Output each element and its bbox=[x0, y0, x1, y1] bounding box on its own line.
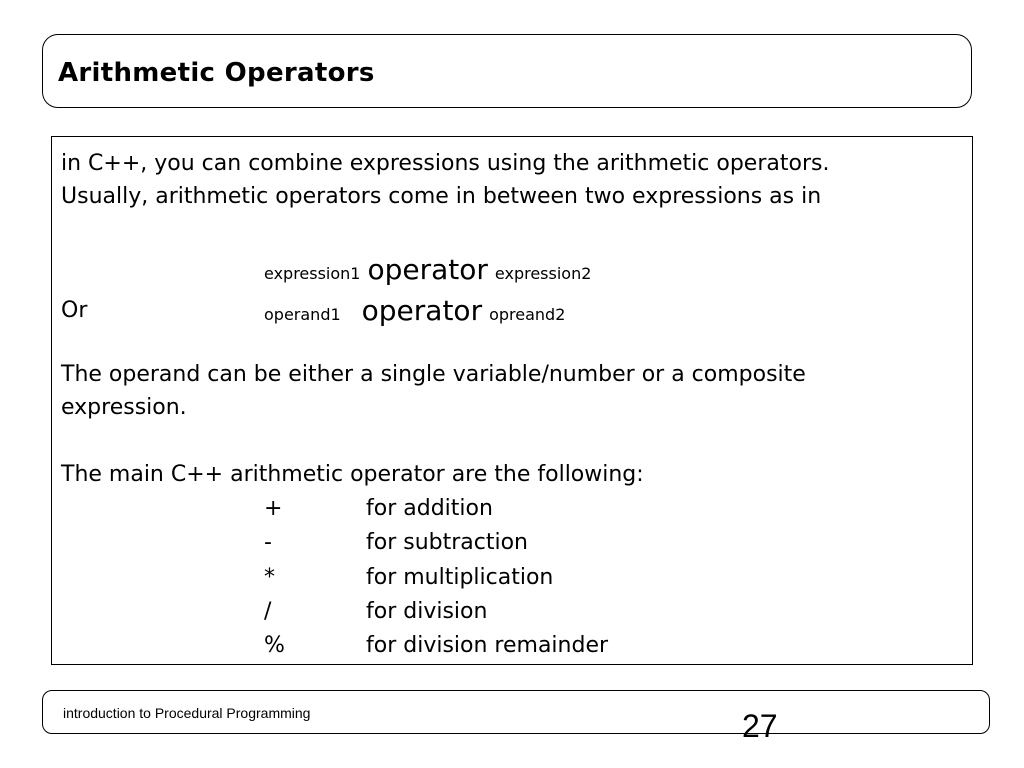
form-expression-line bbox=[264, 253, 592, 287]
operator-desc: for multiplication bbox=[366, 565, 554, 590]
operator-desc: for addition bbox=[366, 496, 493, 521]
form2-prefix: Or bbox=[61, 298, 88, 323]
operator-desc: for subtraction bbox=[366, 530, 529, 555]
form2-right: opreand2 bbox=[489, 305, 566, 324]
intro-line-2: Usually, arithmetic operators come in between two expressions as in bbox=[61, 184, 822, 209]
slide-title: Arithmetic Operators bbox=[58, 58, 375, 88]
form1-left: expression1 bbox=[264, 264, 361, 283]
footer-text: introduction to Procedural Programming bbox=[63, 705, 311, 721]
operator-symbol: + bbox=[264, 496, 283, 521]
operator-symbol: / bbox=[264, 599, 272, 624]
title-box bbox=[42, 34, 972, 108]
operator-desc: for division bbox=[366, 599, 488, 624]
operator-symbol: % bbox=[264, 633, 285, 658]
form2-operator: operator bbox=[361, 294, 483, 327]
form1-operator: operator bbox=[367, 253, 488, 286]
page-number: 27 bbox=[742, 708, 778, 744]
form2-left: operand1 bbox=[264, 305, 341, 324]
list-heading: The main C++ arithmetic operator are the following: bbox=[61, 462, 644, 487]
form-operand-line bbox=[264, 294, 566, 328]
footer-box bbox=[42, 690, 990, 734]
operator-symbol: * bbox=[264, 565, 275, 590]
operator-desc: for division remainder bbox=[366, 633, 609, 658]
operator-symbol: - bbox=[264, 530, 272, 555]
operand-line-2: expression. bbox=[61, 395, 187, 420]
form1-right: expression2 bbox=[494, 264, 592, 283]
content-box bbox=[51, 136, 973, 665]
operand-line-1: The operand can be either a single variable/number or a composite bbox=[61, 362, 806, 387]
intro-line-1: in C++, you can combine expressions using the arithmetic operators. bbox=[61, 151, 830, 176]
